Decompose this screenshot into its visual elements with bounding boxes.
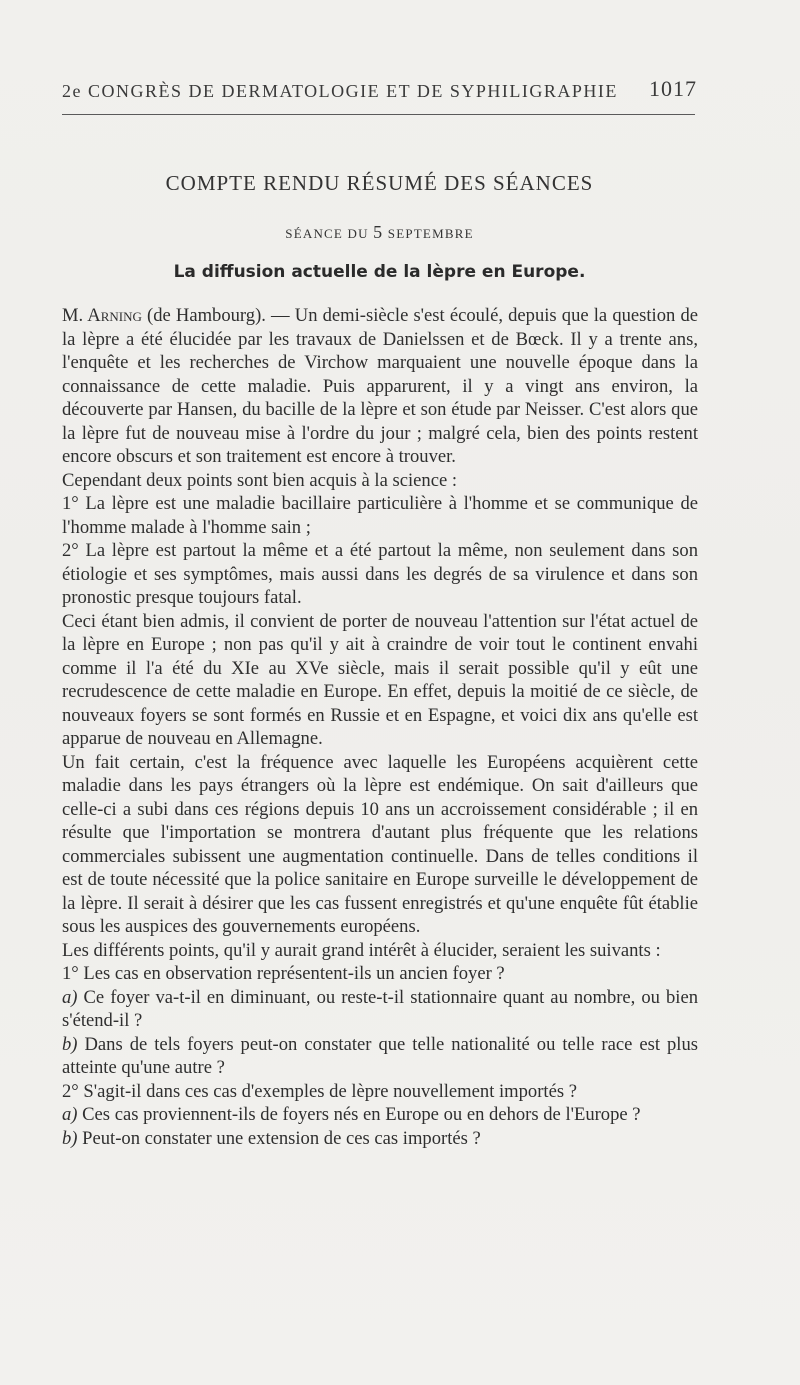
paragraph: [62, 469, 698, 493]
running-header: [62, 72, 697, 102]
paragraph-text: Cependant deux points sont bien acquis à la science :: [62, 469, 458, 491]
paragraph-text: 2° La lèpre est partout la même et a été partout la même, non seulement dans son étiologie et ses symptômes, mais aussi dans les degrés de sa virulence et dans son pronostic presque toujours fatal.: [62, 540, 698, 608]
session-label: SÉANCE DU: [285, 226, 369, 241]
section-heading: La diffusion actuelle de la lèpre en Europe.: [173, 262, 586, 282]
paragraph: [62, 986, 698, 1033]
paragraph-text: Les différents points, qu'il y aurait grand intérêt à élucider, seraient les suivants :: [62, 939, 661, 961]
paragraph: [62, 1103, 698, 1127]
paragraph-text: 2° S'agit-il dans ces cas d'exemples de lèpre nouvellement importés ?: [62, 1080, 577, 1102]
paragraph-text: Peut-on constater une extension de ces cas importés ?: [77, 1127, 481, 1149]
running-title: 2e CONGRÈS DE DERMATOLOGIE ET DE SYPHILIGRAPHIE: [62, 81, 618, 101]
paragraph-text: (de Hambourg). — Un demi-siècle s'est écoulé, depuis que la question de la lèpre a été élucidée par les travaux de Danielssen et de Bœck. Il y a trente ans, l'enquête et les recherches de Virchow marquaient une nouvelle époque dans la connaissance de cette maladie. Puis apparurent, il y a vingt ans environ, la découverte par Hansen, du bacille de la lèpre et son étude par Neisser. C'est alors que la lèpre fut de nouveau mise à l'ordre du jour ; malgré cela, bien des points restent encore obscurs et son traitement est encore à trouver.: [62, 305, 699, 467]
paragraph: [62, 939, 698, 963]
document-title: COMPTE RENDU RÉSUMÉ DES SÉANCES: [165, 171, 594, 195]
paragraph-text: 1° La lèpre est une maladie bacillaire particulière à l'homme et se communique de l'homme malade à l'homme sain ;: [62, 493, 698, 538]
speaker-name: M. Arning: [62, 305, 142, 326]
paragraph: [62, 1033, 698, 1080]
paragraph-text: 1° Les cas en observation représentent-ils un ancien foyer ?: [62, 963, 505, 984]
paragraph-text: Ces cas proviennent-ils de foyers nés en Europe ou en dehors de l'Europe ?: [77, 1104, 641, 1125]
paragraph-text: Ce foyer va-t-il en diminuant, ou reste-t-il stationnaire quant au nombre, ou bien s'étend-il ?: [62, 986, 698, 1031]
list-marker: b): [62, 1127, 78, 1149]
paragraph: [62, 1080, 698, 1104]
list-marker: a): [62, 986, 78, 1008]
paragraph: [62, 539, 698, 610]
session-month: SEPTEMBRE: [387, 226, 474, 241]
session-day: 5: [373, 222, 384, 242]
paragraph-text: Dans de tels foyers peut-on constater que telle nationalité ou telle race est plus atteinte qu'une autre ?: [62, 1033, 698, 1078]
header-rule: [62, 114, 695, 115]
paragraph: [62, 751, 698, 939]
list-marker: b): [62, 1033, 78, 1055]
paragraph: [62, 492, 698, 539]
paragraph-text: Ceci étant bien admis, il convient de porter de nouveau l'attention sur l'état actuel de la lèpre en Europe ; non pas qu'il y ait à craindre de voir tout le continent envahi comme il l'a été du XIe au XVe siècle, mais il serait possible qu'il y eût une recrudescence de cette maladie en Europe. En effet, depuis la moitié de ce siècle, de nouveaux foyers se sont formés en Russie et en Espagne, et voici dix ans qu'elle est apparue de nouveau en Allemagne.: [62, 610, 698, 749]
body-text: [62, 304, 698, 1150]
paragraph-text: Un fait certain, c'est la fréquence avec laquelle les Européens acquièrent cette maladie dans les pays étrangers où la lèpre est endémique. On sait d'ailleurs que celle-ci a subi dans ces régions depuis 10 ans un accroissement considérable ; il en résulte que l'importation se montrera d'autant plus fréquente que les relations commerciales subissent une augmentation continuelle. Dans de telles conditions il est de toute nécessité que la police sanitaire en Europe surveille le développement de la lèpre. Il serait à désirer que les cas fussent enregistrés et qu'une enquête fût établie sous les auspices des gouvernements européens.: [62, 751, 698, 937]
paragraph: [62, 1127, 698, 1151]
paragraph: [62, 610, 698, 751]
page-number: 1017: [649, 76, 697, 101]
list-marker: a): [62, 1104, 78, 1125]
paragraph: [62, 962, 698, 986]
session-line: [62, 222, 697, 243]
paragraph: [62, 304, 698, 469]
